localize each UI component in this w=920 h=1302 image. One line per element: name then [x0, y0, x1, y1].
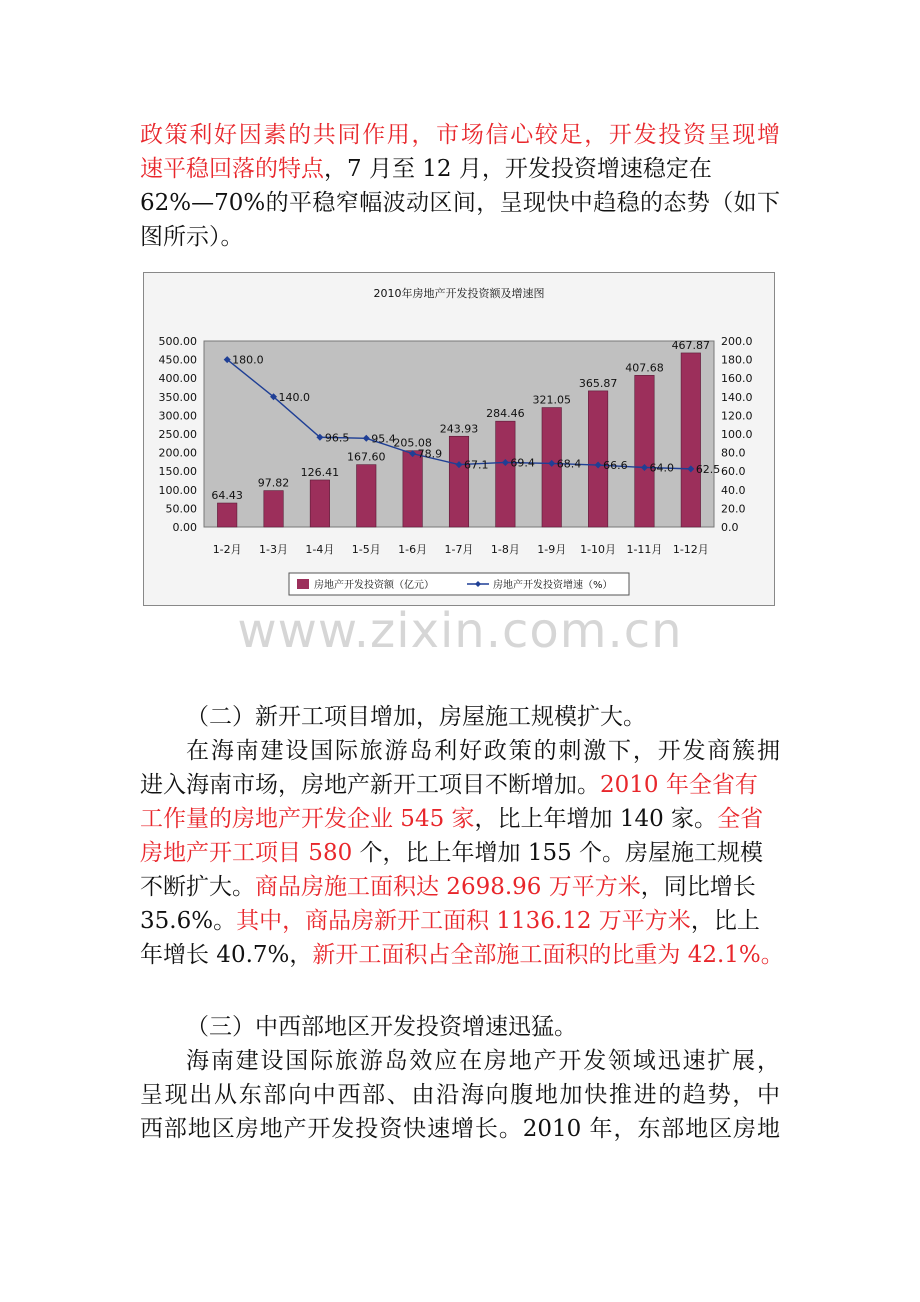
bar-1-8月: [496, 421, 515, 527]
right-tick-label: 0.0: [721, 521, 739, 534]
section-2-line-2: [140, 768, 780, 802]
watermark: www.zixin.com.cn: [237, 603, 683, 659]
section-3: [140, 1010, 780, 1146]
intro-line-2-red: 速平稳回落的特点: [140, 156, 324, 182]
right-tick-label: 120.0: [721, 409, 753, 423]
growth-data-label: 64.0: [649, 461, 674, 475]
s2-l5-black2: ，同比增长: [640, 874, 756, 900]
bar-1-3月: [264, 491, 283, 527]
investment-chart: [143, 272, 775, 606]
growth-data-label: 62.5: [695, 462, 721, 476]
category-label: 1-5月: [351, 543, 381, 556]
intro-line-2: [140, 152, 780, 186]
s2-l3-red2: 全省: [717, 806, 764, 832]
category-label: 1-2月: [212, 543, 242, 556]
section-2-line-1: 在海南建设国际旅游岛利好政策的刺激下，开发商簇拥: [186, 738, 780, 764]
growth-data-label: 67.1: [464, 458, 489, 472]
legend-line-label: 房地产开发投资增速（%）: [493, 580, 613, 591]
section-3-line-1: 海南建设国际旅游岛效应在房地产开发领域迅速扩展，: [186, 1048, 780, 1074]
s2-l5-red: 商品房施工面积达 2698.96 万平方米: [255, 874, 641, 900]
section-3-line-2: 呈现出从东部向中西部、由沿海向腹地加快推进的趋势，中: [140, 1082, 780, 1108]
right-tick-label: 80.0: [721, 446, 746, 460]
bar-data-label: 205.08: [393, 436, 432, 450]
right-tick-label: 140.0: [721, 390, 753, 404]
category-label: 1-11月: [626, 543, 663, 556]
category-label: 1-7月: [444, 543, 474, 556]
left-tick-label: 50.00: [165, 502, 197, 516]
legend-bar-swatch: [297, 579, 309, 589]
section-2-line-7: [140, 938, 784, 972]
left-tick-label: 150.00: [158, 465, 197, 479]
section-3-heading: （三）中西部地区开发投资增速迅猛。: [186, 1014, 577, 1040]
section-3-line-3: 西部地区房地产开发投资快速增长。2010 年，东部地区房地: [140, 1116, 780, 1142]
left-tick-label: 100.00: [158, 483, 197, 497]
growth-data-label: 180.0: [232, 353, 264, 367]
bar-1-12月: [681, 353, 700, 527]
bar-1-2月: [217, 503, 236, 527]
growth-data-label: 68.4: [556, 457, 582, 471]
bar-1-6月: [403, 451, 422, 527]
s2-l4-red: 房地产开工项目 580: [140, 840, 353, 866]
left-tick-label: 450.00: [158, 353, 197, 367]
section-2-line-4: [140, 836, 780, 870]
s2-l3-black: ，比上年增加 140 家。: [474, 806, 718, 832]
s2-l2-red: 2010 年全省有: [600, 772, 758, 798]
intro-line-3: 62%—70%的平稳窄幅波动区间，呈现快中趋稳的态势（如下: [140, 190, 780, 216]
s2-l6-black: 35.6%。: [140, 908, 237, 934]
intro-line-2-black: ，7 月至 12 月，开发投资增速稳定在: [324, 156, 712, 182]
bar-1-5月: [357, 465, 376, 527]
right-tick-label: 60.0: [721, 465, 746, 479]
bar-1-4月: [310, 480, 329, 527]
section-2-line-6: [140, 904, 780, 938]
right-tick-label: 180.0: [721, 353, 753, 367]
chart-title: 2010年房地产开发投资额及增速图: [373, 287, 545, 300]
category-label: 1-9月: [537, 543, 567, 556]
s2-l3-red: 工作量的房地产开发企业 545 家: [140, 806, 475, 832]
category-label: 1-12月: [672, 543, 709, 556]
category-label: 1-8月: [490, 543, 520, 556]
right-tick-label: 200.0: [721, 335, 753, 348]
bar-1-11月: [635, 375, 654, 527]
right-tick-label: 160.0: [721, 372, 753, 386]
section-2-line-5: [140, 870, 780, 904]
growth-data-label: 95.4: [371, 432, 396, 446]
chart-svg: [144, 273, 774, 605]
s2-l6-black2: ，比上: [690, 908, 760, 934]
bar-data-label: 321.05: [532, 393, 571, 407]
growth-data-label: 69.4: [510, 456, 535, 470]
bar-data-label: 407.68: [625, 361, 664, 375]
s2-l6-red: 其中，商品房新开工面积 1136.12 万平方米: [236, 908, 691, 934]
growth-data-label: 96.5: [324, 431, 350, 445]
bar-data-label: 284.46: [486, 407, 525, 421]
growth-data-label: 66.6: [603, 459, 628, 473]
s2-l7-black: 年增长 40.7%，: [140, 942, 313, 968]
intro-paragraph: [140, 118, 780, 254]
bar-data-label: 167.60: [347, 450, 386, 464]
category-label: 1-4月: [305, 543, 335, 556]
left-tick-label: 500.00: [158, 335, 197, 348]
bar-1-7月: [449, 436, 468, 527]
category-label: 1-6月: [398, 543, 428, 556]
right-tick-label: 40.0: [721, 483, 746, 497]
s2-l2-black: 进入海南市场，房地产新开工项目不断增加。: [140, 772, 600, 798]
bar-data-label: 467.87: [671, 338, 711, 352]
section-2-line-3: [140, 802, 780, 836]
growth-data-label: 78.9: [417, 447, 443, 461]
s2-l4-black: 个，比上年增加 155 个。房屋施工规模: [352, 840, 764, 866]
bar-data-label: 64.43: [211, 489, 243, 503]
legend-bar-label: 房地产开发投资额（亿元）: [314, 580, 434, 591]
s2-l7-red: 新开工面积占全部施工面积的比重为 42.1%。: [312, 942, 784, 968]
bar-data-label: 97.82: [257, 476, 290, 490]
left-tick-label: 200.00: [158, 446, 197, 460]
left-tick-label: 250.00: [158, 428, 197, 441]
bar-data-label: 243.93: [439, 422, 479, 436]
intro-line-4: 图所示）。: [140, 224, 244, 250]
category-label: 1-3月: [259, 543, 289, 556]
right-tick-label: 100.0: [721, 428, 753, 441]
left-tick-label: 350.00: [158, 390, 197, 404]
section-2: [140, 700, 784, 972]
s2-l5-black: 不断扩大。: [140, 874, 255, 900]
intro-line-1: 政策利好因素的共同作用，市场信心较足，开发投资呈现增: [140, 122, 780, 148]
section-2-heading: （二）新开工项目增加，房屋施工规模扩大。: [186, 704, 646, 730]
left-tick-label: 0.00: [172, 521, 197, 534]
left-tick-label: 400.00: [158, 372, 197, 386]
category-label: 1-10月: [580, 543, 617, 556]
growth-data-label: 140.0: [278, 390, 311, 404]
bar-data-label: 126.41: [300, 465, 340, 479]
left-tick-label: 300.00: [158, 409, 197, 423]
right-tick-label: 20.0: [721, 502, 746, 516]
bar-data-label: 365.87: [578, 376, 618, 390]
